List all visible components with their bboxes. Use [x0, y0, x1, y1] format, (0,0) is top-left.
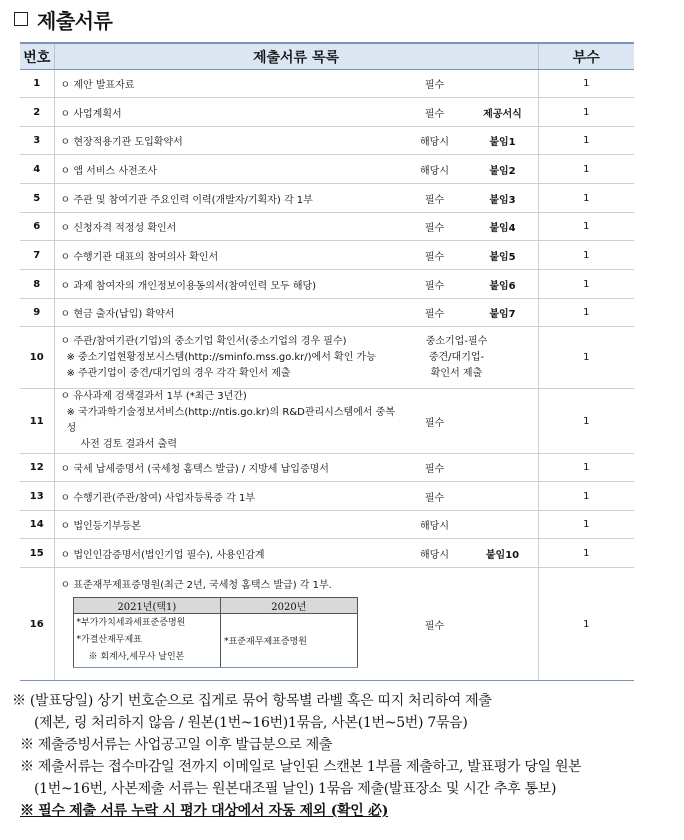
header-no: 번호 [20, 43, 54, 70]
row-count: 1 [538, 568, 634, 681]
row-no: 5 [20, 184, 54, 213]
row-line-1: ㅇ 주관/참여기관(기업)의 중소기업 확인서(중소기업의 경우 필수) [60, 335, 347, 347]
row-req: 해당시 [420, 521, 449, 532]
checkbox-square-icon [14, 12, 28, 26]
row-req: 필수 [424, 464, 445, 475]
row-no: 4 [20, 155, 54, 184]
row-no: 15 [20, 539, 54, 568]
note-1: ※ (발표당일) 상기 번호순으로 집게로 묶어 항목별 라벨 혹은 띠지 처리하여 제출 [12, 693, 492, 709]
row-req: 해당시 [420, 137, 449, 148]
row-no: 13 [20, 482, 54, 511]
notes-section [12, 690, 678, 822]
inner-item-standard: *표준재무제표증명원 [221, 614, 357, 668]
table-row [20, 70, 634, 98]
table-row [20, 482, 634, 511]
row-no: 8 [20, 270, 54, 299]
row-att: 붙임5 [489, 251, 516, 263]
note-3: ※ 제출서류는 접수마감일 전까지 이메일로 날인된 스캔본 1부를 제출하고, 발표평가 당일 원본 [20, 759, 582, 775]
row-no: 6 [20, 213, 54, 241]
row-req: 필수 [424, 223, 445, 234]
row-req: 해당시 [420, 549, 449, 561]
table-header [20, 43, 634, 70]
row-att: 붙임10 [485, 549, 520, 561]
row-name: ㅇ 사업계획서 [60, 108, 122, 120]
row-name: ㅇ 현금 출자(납입) 확약서 [60, 309, 175, 320]
row-name: ㅇ 신청자격 적정성 확인서 [60, 223, 177, 234]
row-no: 1 [20, 70, 54, 98]
row-count: 1 [538, 270, 634, 299]
table-row [20, 241, 634, 270]
row-req: 필수 [424, 417, 445, 429]
row-line-2: ※ 중소기업현황정보시스템(http://sminfo.mss.go.kr/)에서 확인 가능 [66, 351, 376, 363]
row-no: 11 [20, 389, 54, 454]
row-req: 필수 [424, 280, 445, 292]
inner-item-provisional: *가결산재무제표 [76, 635, 142, 645]
row-req-2: 중견/대기업- [428, 351, 485, 363]
row-line-2: ※ 국가과학기술정보서비스(http://ntis.go.kr)의 R&D관리시스템에서 중복성 [66, 407, 395, 434]
row-count: 1 [538, 511, 634, 539]
header-count: 부수 [538, 43, 634, 70]
table-row [20, 454, 634, 482]
table-row [20, 184, 634, 213]
row-no: 10 [20, 327, 54, 389]
table-row [20, 127, 634, 155]
row-count: 1 [538, 327, 634, 389]
row-att: 붙임4 [489, 223, 516, 234]
row-no: 12 [20, 454, 54, 482]
row-name: ㅇ 법인등기부등본 [60, 521, 141, 532]
row-name: ㅇ 과제 참여자의 개인정보이용동의서(참여인력 모두 해당) [60, 280, 317, 292]
row-req-3: 확인서 제출 [430, 367, 483, 379]
note-4-warning: ※ 필수 제출 서류 누락 시 평가 대상에서 자동 제외 (확인 必) [20, 803, 389, 819]
row-name: ㅇ 수행기관 대표의 참여의사 확인서 [60, 251, 219, 263]
row-no: 9 [20, 299, 54, 327]
row-att: 붙임2 [489, 165, 516, 177]
row-att: 붙임1 [489, 137, 516, 148]
table-row [20, 568, 634, 681]
row-name: ㅇ 현장적용기관 도입확약서 [60, 137, 183, 148]
note-3-detail: (1번~16번, 사본제출 서류는 원본대조필 날인) 1묶음 제출(발표장소 및 시간 추후 통보) [34, 781, 557, 797]
row-line-1: ㅇ 유사과제 검색결과서 1부 (*최근 3년간) [60, 391, 247, 402]
row-att: 제공서식 [483, 108, 522, 120]
header-list: 제출서류 목록 [54, 43, 538, 70]
row-req: 필수 [424, 492, 445, 504]
row-req: 해당시 [420, 165, 449, 177]
row-no: 2 [20, 98, 54, 127]
row-count: 1 [538, 127, 634, 155]
title-text: 제출서류 [37, 8, 113, 33]
inner-header-2020: 2020년 [221, 598, 357, 614]
row-req: 필수 [424, 620, 445, 632]
row-count: 1 [538, 241, 634, 270]
table-row [20, 389, 634, 454]
table-row [20, 539, 634, 568]
row-req: 필수 [424, 309, 445, 320]
row-att: 붙임7 [489, 309, 516, 320]
row-count: 1 [538, 70, 634, 98]
row-name: ㅇ 주관 및 참여기관 주요인력 이력(개발자/기획자) 각 1부 [60, 194, 313, 206]
table-row [20, 511, 634, 539]
row-count: 1 [538, 299, 634, 327]
row-name: ㅇ 제안 발표자료 [60, 80, 135, 91]
table-row [20, 213, 634, 241]
row-no: 14 [20, 511, 54, 539]
row-name: ㅇ 수행기관(주관/참여) 사업자등록증 각 1부 [60, 492, 255, 504]
row-line-1: ㅇ 표준재무제표증명원(최근 2년, 국세청 홈택스 발급) 각 1부. [60, 580, 332, 591]
row-line-3: 사전 검토 결과서 출력 [80, 439, 177, 450]
inner-header-2021: 2021년(택1) [73, 598, 221, 614]
row-count: 1 [538, 539, 634, 568]
row-no: 3 [20, 127, 54, 155]
table-row [20, 155, 634, 184]
row-count: 1 [538, 184, 634, 213]
row-req-1: 중소기업-필수 [425, 335, 488, 347]
row-att: 붙임3 [489, 194, 516, 206]
row-req: 필수 [424, 251, 445, 263]
tax-docs-inner-table [73, 597, 358, 668]
note-2: ※ 제출증빙서류는 사업공고일 이후 발급분으로 제출 [20, 737, 333, 753]
row-count: 1 [538, 155, 634, 184]
row-count: 1 [538, 213, 634, 241]
row-req: 필수 [424, 108, 445, 120]
table-row [20, 327, 634, 389]
table-row [20, 270, 634, 299]
row-req: 필수 [424, 80, 445, 91]
row-count: 1 [538, 389, 634, 454]
row-count: 1 [538, 482, 634, 511]
table-row [20, 299, 634, 327]
documents-table [20, 42, 634, 681]
row-count: 1 [538, 98, 634, 127]
row-att: 붙임6 [489, 280, 516, 292]
row-name: ㅇ 앱 서비스 사전조사 [60, 165, 157, 177]
inner-item-note: ※ 회계사,세무사 날인본 [88, 652, 185, 662]
row-line-3: ※ 주관기업이 중견/대기업의 경우 각각 확인서 제출 [66, 367, 291, 379]
row-no: 7 [20, 241, 54, 270]
section-title [14, 6, 112, 32]
inner-item-vat: *부가가치세과세표준증명원 [76, 618, 186, 628]
row-count: 1 [538, 454, 634, 482]
note-1-detail: (제본, 링 처리하지 않음 / 원본(1번~16번)1묶음, 사본(1번~5번) 7묶음) [34, 715, 468, 731]
row-req: 필수 [424, 194, 445, 206]
row-name: ㅇ 법인인감증명서(법인기업 필수), 사용인감계 [60, 549, 265, 561]
table-row [20, 98, 634, 127]
row-name: ㅇ 국세 납세증명서 (국세청 홈택스 발급) / 지방세 납입증명서 [60, 464, 329, 475]
row-no: 16 [20, 568, 54, 681]
